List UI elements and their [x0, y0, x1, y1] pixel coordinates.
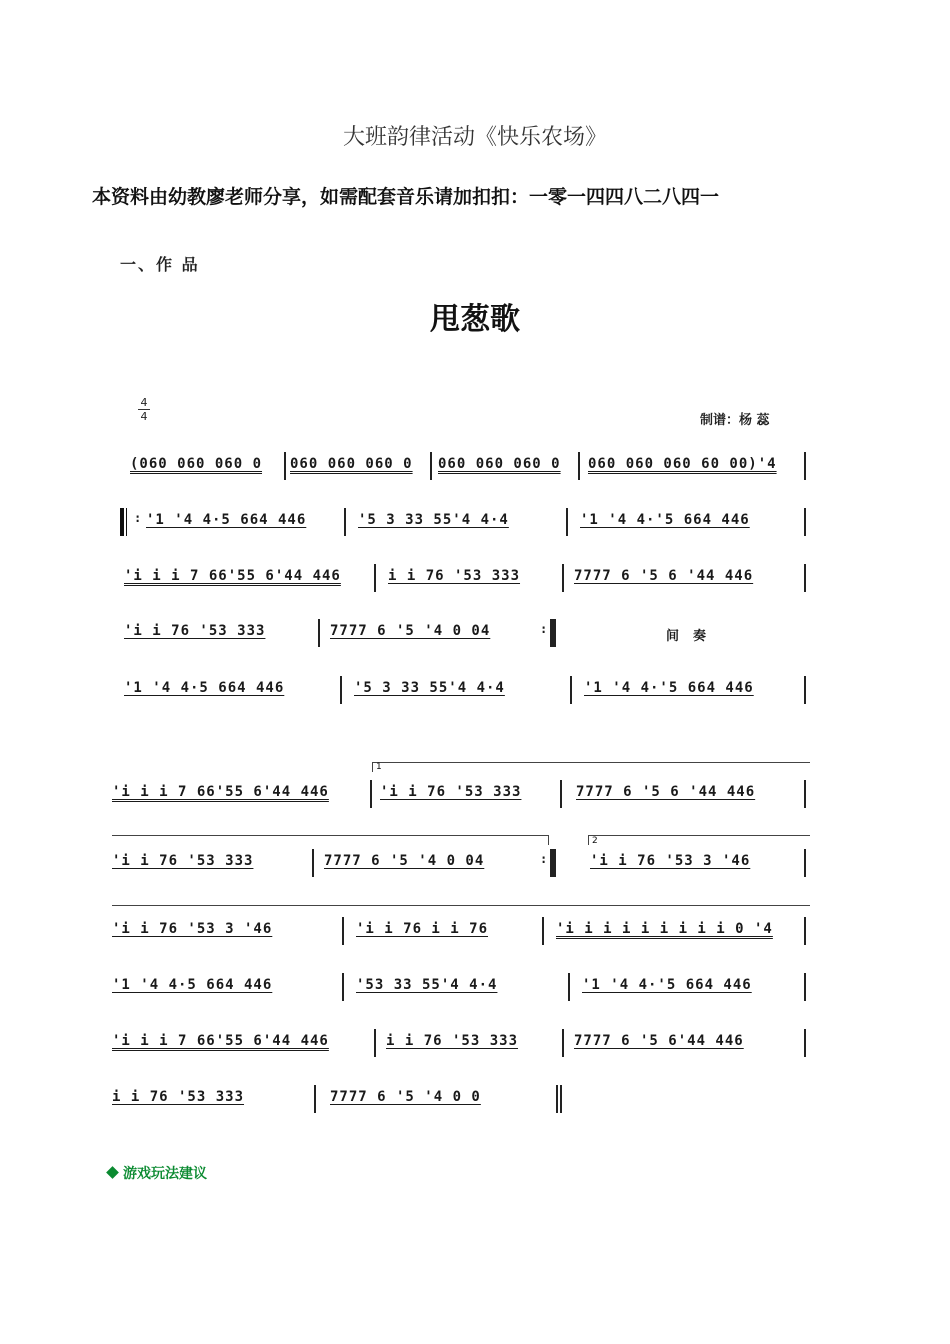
time-signature-bottom: 4 — [140, 410, 148, 423]
measure: 060 060 060 0 — [438, 456, 561, 472]
divider-line — [112, 905, 810, 906]
barline — [578, 452, 580, 480]
score-row — [0, 784, 950, 824]
score-row — [0, 977, 950, 1017]
barline — [804, 917, 806, 945]
measure: '5 3 33 55'4 4·4 — [354, 680, 505, 696]
repeat-start-barline — [120, 508, 130, 536]
section-heading: 一、作 品 — [120, 255, 200, 274]
measure: 'i i 76 '53 3 '46 — [590, 853, 751, 869]
barline — [804, 1029, 806, 1057]
document-title: 大班韵律活动《快乐农场》 — [342, 125, 607, 150]
barline — [568, 973, 570, 1001]
volta-1-number: 1 — [376, 762, 382, 772]
barline — [342, 973, 344, 1001]
score-row — [0, 456, 950, 496]
measure: (060 060 060 0 — [130, 456, 263, 472]
barline — [560, 780, 562, 808]
measure: 060 060 060 0 — [290, 456, 413, 472]
barline — [314, 1085, 316, 1113]
measure: 'i i i 7 66'55 6'44 446 — [112, 784, 329, 800]
interlude-label: 间奏 — [666, 629, 721, 644]
score-row — [0, 568, 950, 608]
barline — [562, 564, 564, 592]
measure: '1 '4 4·'5 664 446 — [582, 977, 752, 993]
repeat-end-barline — [550, 619, 556, 647]
measure: '53 33 55'4 4·4 — [356, 977, 498, 993]
measure: 'i i i 7 66'55 6'44 446 — [112, 1033, 329, 1049]
score-row: 'i i 76 '53 333 7777 6 '5 '4 0 04 : 'i i 76 '53 3 '46 — [0, 853, 950, 893]
measure: 'i i 76 '53 333 — [124, 623, 266, 639]
measure: 7777 6 '5 6 '44 446 — [574, 568, 754, 584]
score-row: : '1 '4 4·5 664 446 '5 3 33 55'4 4·4 '1 '4 4·'5 664 446 — [0, 512, 950, 552]
barline — [318, 619, 320, 647]
measure: 'i i 76 '53 3 '46 — [112, 921, 273, 937]
volta-2-bracket — [588, 835, 810, 836]
final-barline — [556, 1085, 562, 1113]
barline — [542, 917, 544, 945]
diamond-bullet-icon — [106, 1166, 119, 1179]
measure: 7777 6 '5 6 '44 446 — [576, 784, 756, 800]
measure: 'i i i i i i i i i 0 '4 — [556, 921, 773, 937]
measure: 'i i i 7 66'55 6'44 446 — [124, 568, 341, 584]
volta-1-bracket-continued — [112, 835, 548, 836]
volta-2-number: 2 — [592, 836, 598, 846]
score-row — [0, 921, 950, 961]
barline — [804, 780, 806, 808]
barline — [312, 849, 314, 877]
score-row — [0, 680, 950, 720]
barline — [430, 452, 432, 480]
measure: 060 060 060 60 00)'4 — [588, 456, 777, 472]
arranger-credit: 制谱：杨 蕊 — [700, 413, 770, 428]
barline — [804, 564, 806, 592]
barline — [374, 564, 376, 592]
measure: 7777 6 '5 '4 0 04 — [324, 853, 485, 869]
measure: '5 3 33 55'4 4·4 — [358, 512, 509, 528]
measure: i i 76 '53 333 — [386, 1033, 519, 1049]
measure: 'i i 76 '53 333 — [380, 784, 522, 800]
game-suggestion-heading — [108, 1163, 207, 1183]
measure: '1 '4 4·'5 664 446 — [584, 680, 754, 696]
barline — [804, 849, 806, 877]
barline — [342, 917, 344, 945]
barline — [370, 780, 372, 808]
time-signature — [137, 396, 151, 423]
barline — [566, 508, 568, 536]
share-notice: 本资料由幼教廖老师分享，如需配套音乐请加扣扣：一零一四四八二八四一 — [92, 186, 720, 208]
measure: 7777 6 '5 '4 0 04 — [330, 623, 491, 639]
measure: '1 '4 4·5 664 446 — [124, 680, 285, 696]
measure: i i 76 '53 333 — [112, 1089, 245, 1105]
repeat-end-barline — [550, 849, 556, 877]
measure: 'i i 76 '53 333 — [112, 853, 254, 869]
measure: 'i i 76 i i 76 — [356, 921, 489, 937]
measure: 7777 6 '5 '4 0 0 — [330, 1089, 481, 1105]
barline — [374, 1029, 376, 1057]
song-title: 甩葱歌 — [430, 302, 520, 337]
barline — [570, 676, 572, 704]
barline — [804, 508, 806, 536]
score-row — [0, 1033, 950, 1073]
barline — [804, 676, 806, 704]
barline — [344, 508, 346, 536]
score-row: 'i i 76 '53 333 7777 6 '5 '4 0 04 : 间奏 — [0, 623, 950, 663]
barline — [284, 452, 286, 480]
barline — [804, 973, 806, 1001]
barline — [340, 676, 342, 704]
measure: '1 '4 4·'5 664 446 — [580, 512, 750, 528]
measure: '1 '4 4·5 664 446 — [112, 977, 273, 993]
measure: 7777 6 '5 6'44 446 — [574, 1033, 744, 1049]
barline — [562, 1029, 564, 1057]
barline — [804, 452, 806, 480]
measure: i i 76 '53 333 — [388, 568, 521, 584]
volta-1-bracket — [372, 762, 810, 763]
measure: '1 '4 4·5 664 446 — [146, 512, 307, 528]
game-suggestion-label: 游戏玩法建议 — [123, 1166, 207, 1182]
time-signature-top: 4 — [140, 396, 148, 409]
score-row — [0, 1089, 950, 1129]
